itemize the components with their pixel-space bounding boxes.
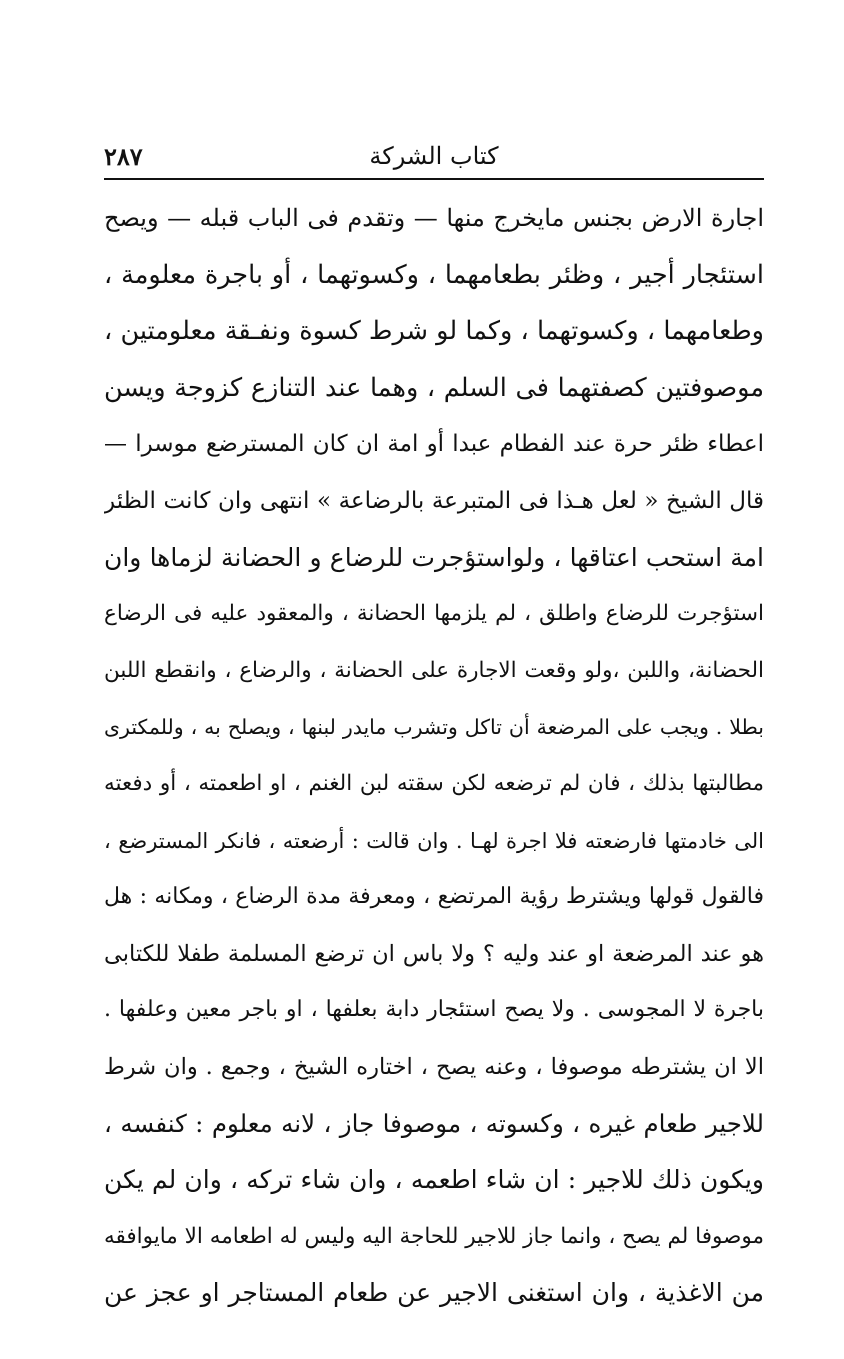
text-line: للاجير طعام غيره ، وكسوته ، موصوفا جاز ، لانه معلوم : كنفسه ، [104,1108,764,1138]
text-line: قال الشيخ « لعل هـذا فى المتبرعة بالرضاعة » انتهى وان كانت الظئر [104,487,764,514]
text-line: بطلا . ويجب على المرضعة أن تاكل وتشرب مايدر لبنها ، ويصلح به ، وللمكترى [104,715,764,740]
text-line: استؤجرت للرضاع واطلق ، لم يلزمها الحضانة ، والمعقود عليه فى الرضاع [104,601,764,627]
page-header [104,136,764,176]
text-line: الا ان يشترطه موصوفا ، وعنه يصح ، اختاره الشيخ ، وجمع . وان شرط [104,1053,764,1080]
text-line: باجرة لا المجوسى . ولا يصح استئجار دابة بعلفها ، او باجر معين وعلفها . [104,997,764,1023]
text-line: فالقول قولها ويشترط رؤية المرتضع ، ومعرفة مدة الرضاع ، ومكانه : هل [104,884,764,910]
text-line: اجارة الارض بجنس مايخرج منها — وتقدم فى الباب قبله — ويصح [104,204,764,232]
running-title: كتاب الشركة [369,142,499,170]
text-line: اعطاء ظئر حرة عند الفطام عبدا أو امة ان كان المسترضع موسرا — [104,431,764,458]
text-line: موصوفتين كصفتهما فى السلم ، وهما عند التنازع كزوجة ويسن [104,372,764,403]
text-line: من الاغذية ، وان استغنى الاجير عن طعام المستاجر او عجز عن [104,1278,764,1308]
text-line: ويكون ذلك للاجير : ان شاء اطعمه ، وان شاء تركه ، وان لم يكن [104,1165,764,1195]
page-number: ٢٨٧ [104,141,143,171]
text-line: الى خادمتها فارضعته فلا اجرة لهـا . وان قالت : أرضعته ، فانكر المسترضع ، [104,828,764,853]
text-line: موصوفا لم يصح ، وانما جاز للاجير للحاجة اليه وليس له اطعامه الا مايوافقه [104,1223,764,1249]
text-line: الحضانة، واللبن ،ولو وقعت الاجارة على الحضانة ، والرضاع ، وانقطع اللبن [104,657,764,683]
text-line: استئجار أجير ، وظئر بطعامهما ، وكسوتهما ، أو باجرة معلومة ، [104,259,764,290]
text-line: امة استحب اعتاقها ، ولواستؤجرت للرضاع و الحضانة لزماها وان [104,542,764,572]
text-line: وطعامهما ، وكسوتهما ، وكما لو شرط كسوة ونفـقة معلومتين ، [104,316,764,347]
text-line: مطالبتها بذلك ، فان لم ترضعه لكن سقته لبن الغنم ، او اطعمته ، أو دفعته [104,770,764,796]
body-text [104,190,764,1322]
text-line: هو عند المرضعة او عند وليه ؟ ولا باس ان ترضع المسلمة طفلا للكتابى [104,940,764,967]
header-rule [104,178,764,180]
